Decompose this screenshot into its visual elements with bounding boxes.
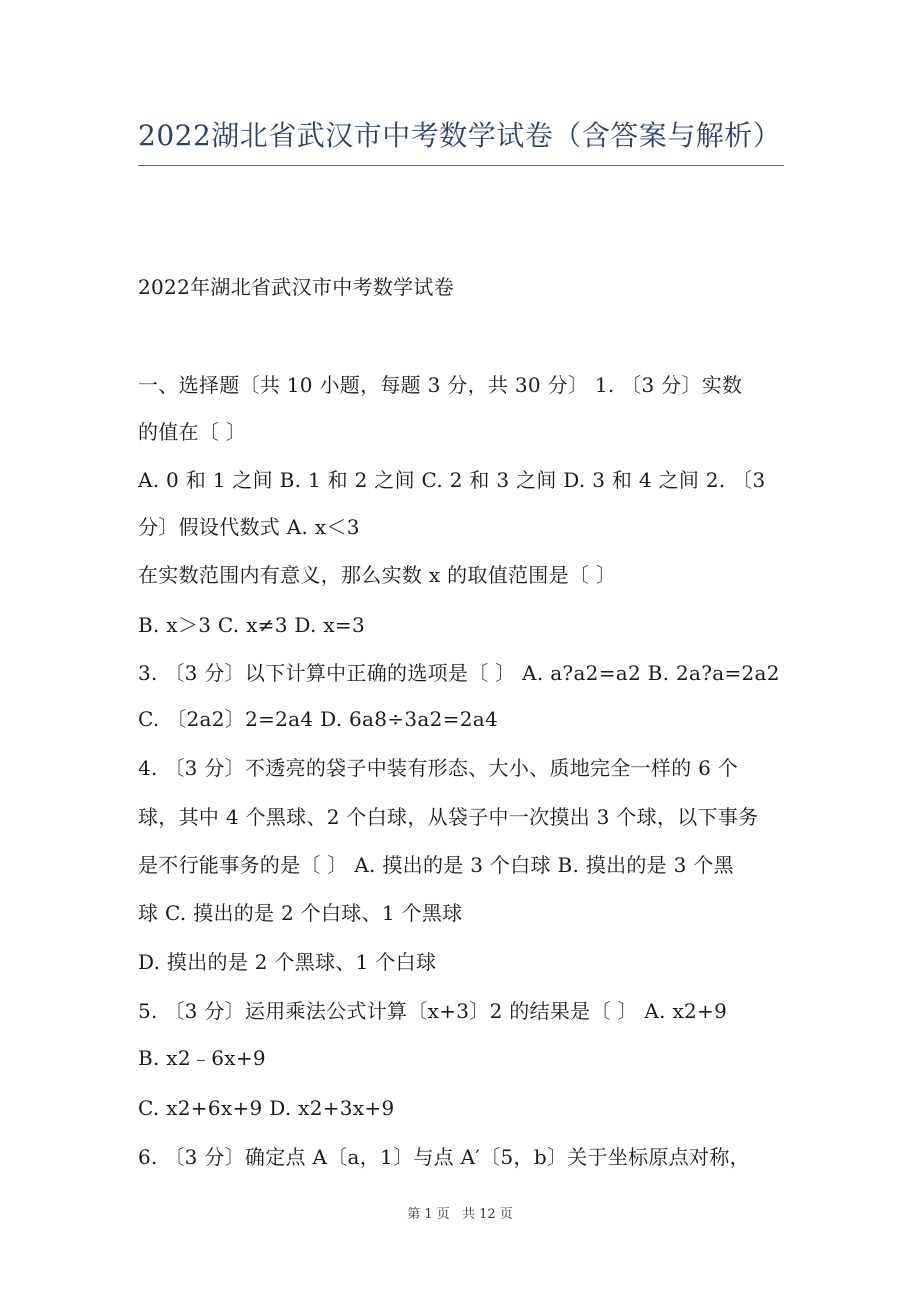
document-title: 2022湖北省武汉市中考数学试卷（含答案与解析） [138, 119, 782, 152]
text-line: 分〕假设代数式 A. x＜3 [138, 515, 360, 539]
text-line: 一、选择题〔共 10 小题，每题 3 分，共 30 分〕 1. 〔3 分〕实数 [138, 373, 743, 397]
text-line: 是不行能事务的是〔 〕 A. 摸出的是 3 个白球 B. 摸出的是 3 个黑 [138, 853, 734, 877]
text-line: B. x＞3 C. x≠3 D. x=3 [138, 613, 365, 637]
text-line: C. x2+6x+9 D. x2+3x+9 [138, 1096, 395, 1120]
text-line: 5. 〔3 分〕运用乘法公式计算〔x+3〕2 的结果是〔 〕 A. x2+9 [138, 999, 728, 1023]
title-underline [138, 165, 784, 166]
text-line: D. 摸出的是 2 个黑球、1 个白球 [138, 950, 437, 974]
exam-subtitle: 2022年湖北省武汉市中考数学试卷 [138, 275, 454, 299]
text-line: 球 C. 摸出的是 2 个白球、1 个黑球 [138, 901, 463, 925]
text-line: 在实数范围内有意义，那么实数 x 的取值范围是〔 〕 [138, 563, 617, 587]
text-line: B. x2﹣6x+9 [138, 1046, 266, 1070]
text-line: 4. 〔3 分〕不透亮的袋子中装有形态、大小、质地完全一样的 6 个 [138, 756, 739, 780]
text-line: 3. 〔3 分〕以下计算中正确的选项是〔 〕 A. a?a2=a2 B. 2a?a=2a2 [138, 661, 780, 685]
text-line: C. 〔2a2〕2=2a4 D. 6a8÷3a2=2a4 [138, 707, 498, 731]
text-line: A. 0 和 1 之间 B. 1 和 2 之间 C. 2 和 3 之间 D. 3 和 4 之间 2. 〔3 [138, 468, 766, 492]
text-line: 的值在〔 〕 [138, 420, 247, 444]
page-number: 第 1 页 [407, 1207, 450, 1222]
text-line: 6. 〔3 分〕确定点 A〔a，1〕与点 A′〔5，b〕关于坐标原点对称， [138, 1145, 750, 1169]
text-line: 球，其中 4 个黑球、2 个白球，从袋子中一次摸出 3 个球，以下事务 [138, 805, 759, 829]
page-footer [0, 1206, 920, 1224]
page-total: 共 12 页 [461, 1207, 513, 1222]
